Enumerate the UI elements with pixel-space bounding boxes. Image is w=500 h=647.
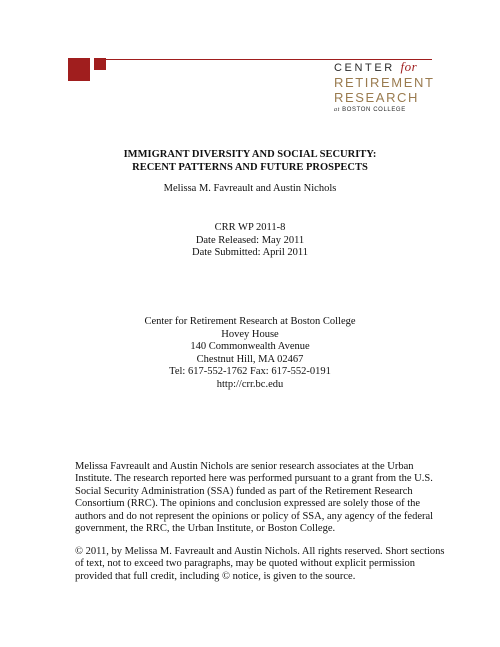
logo-at-text: at [334, 107, 340, 113]
paper-title [0, 149, 500, 174]
copyright-paragraph [75, 546, 445, 583]
wp-date-submitted: Date Submitted: April 2011 [192, 247, 308, 258]
center-address [0, 316, 500, 391]
working-paper-info [0, 222, 500, 260]
address-phone-fax: Tel: 617-552-1762 Fax: 617-552-0191 [169, 366, 331, 377]
address-city: Chestnut Hill, MA 02467 [196, 353, 304, 365]
logo-for-text: for [400, 59, 418, 74]
logo-college-row [334, 107, 444, 113]
address-street: 140 Commonwealth Avenue [190, 341, 310, 352]
logo-center-text: CENTER [334, 62, 395, 74]
copyright-line: provided that full credit, including © notice, is given to the source. [75, 570, 356, 582]
disclaimer-line: Melissa Favreault and Austin Nichols are senior research associates at the Urban [75, 461, 414, 472]
disclaimer-paragraph [75, 461, 435, 535]
disclaimer-line: government, the RRC, the Urban Institute, or Boston College. [75, 523, 336, 535]
address-building: Hovey House [221, 328, 279, 340]
copyright-line: of text, not to exceed two paragraphs, may be quoted without explicit permission [75, 558, 415, 570]
logo-retirement-text: RETIREMENT [334, 75, 435, 90]
logo-row-center [334, 60, 444, 74]
wp-date-released: Date Released: May 2011 [195, 234, 305, 246]
logo-square-small [94, 58, 106, 70]
logo-research-text: RESEARCH [334, 90, 420, 105]
title-line-1: IMMIGRANT DIVERSITY AND SOCIAL SECURITY: [123, 149, 377, 160]
disclaimer-line: authors and do not represent the opinions or policy of SSA, any agency of the federal [75, 510, 434, 522]
disclaimer-line: Consortium (RRC). The opinions and conclusion expressed are solely those of the [75, 498, 421, 510]
address-org: Center for Retirement Research at Boston College [144, 316, 356, 327]
logo-square-large [68, 58, 90, 81]
crr-logo [334, 60, 444, 113]
disclaimer-line: Social Security Administration (SSA) funded as part of the Retirement Research [75, 485, 413, 497]
disclaimer-line: Institute. The research reported here was performed pursuant to a grant from the U.S. [75, 473, 433, 485]
title-line-2: RECENT PATTERNS AND FUTURE PROSPECTS [132, 161, 368, 173]
copyright-line: © 2011, by Melissa M. Favreault and Austin Nichols. All rights reserved. Short sections [75, 546, 445, 557]
address-website[interactable]: http://crr.bc.edu [216, 378, 284, 390]
wp-number: CRR WP 2011-8 [214, 222, 286, 233]
logo-college-text: BOSTON COLLEGE [342, 107, 406, 113]
paper-authors: Melissa M. Favreault and Austin Nichols [163, 183, 337, 194]
